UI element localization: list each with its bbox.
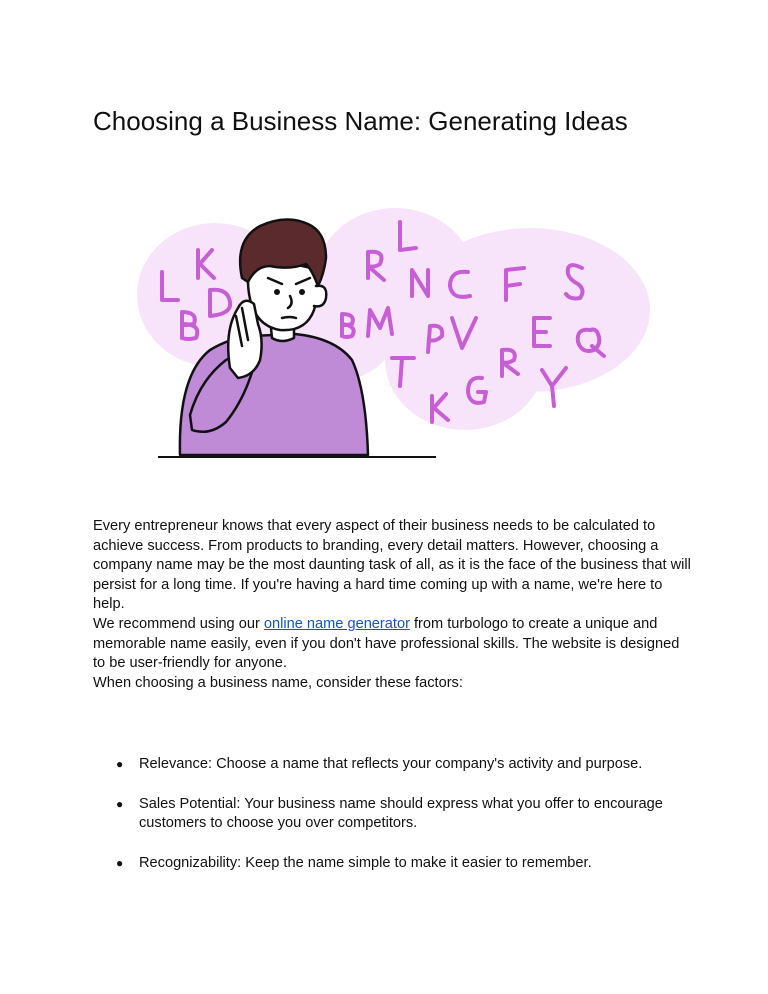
eye-left bbox=[274, 289, 280, 295]
mouth bbox=[282, 317, 296, 318]
list-item bbox=[93, 854, 693, 874]
factors-list bbox=[93, 755, 693, 893]
body-text bbox=[93, 517, 693, 693]
list-item-text: Sales Potential: Your business name should express what you offer to encourage customers to choose you over competitors. bbox=[139, 795, 663, 832]
page-title: Choosing a Business Name: Generating Ideas bbox=[93, 106, 628, 136]
bullet-icon: ● bbox=[116, 757, 124, 771]
eye-right bbox=[299, 289, 305, 295]
online-name-generator-link[interactable]: online name generator bbox=[263, 615, 410, 632]
paragraph-recommendation bbox=[93, 615, 693, 674]
bullet-icon: ● bbox=[116, 855, 124, 870]
list-item bbox=[93, 795, 693, 834]
paragraph-recommendation-end: from turbologo to create a unique and memorable name easily, even if you don't have professional skills. The website is designed to be user-friendly for anyone. bbox=[93, 615, 680, 672]
list-item bbox=[93, 755, 693, 775]
list-item-text: Recognizability: Keep the name simple to make it easier to remember. bbox=[139, 854, 592, 871]
bullet-icon: ● bbox=[116, 796, 124, 811]
thinking-man-illustration bbox=[130, 200, 650, 470]
list-item-text: Relevance: Choose a name that reflects your company's activity and purpose. bbox=[139, 756, 643, 772]
ear bbox=[314, 286, 326, 307]
paragraph-recommendation-start: We recommend using our bbox=[93, 615, 264, 632]
paragraph-factors-intro: When choosing a business name, consider these factors: bbox=[93, 674, 463, 691]
paragraph-intro: Every entrepreneur knows that every aspect of their business needs to be calculated to achieve success. From products to branding, every detail matters. However, choosing a company name may be the most daunting task of all, as it is the face of the business that will persist for a long time. If you're having a hard time coming up with a name, we're here to help. bbox=[93, 518, 691, 613]
